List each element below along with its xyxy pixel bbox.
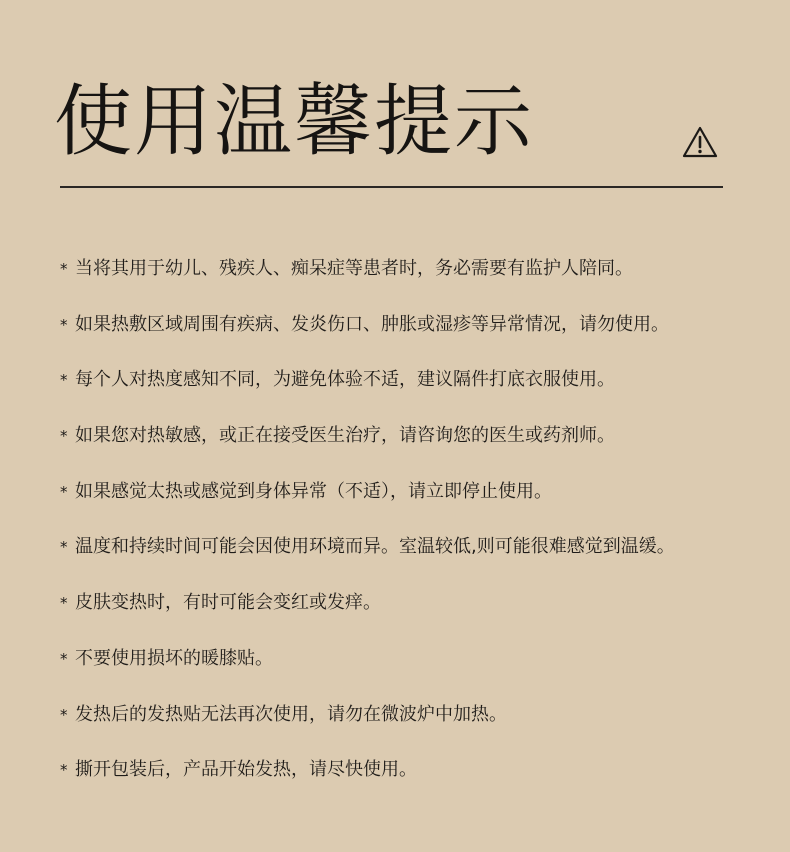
- notice-item: [60, 582, 760, 638]
- notice-item: [60, 304, 760, 360]
- notice-text: 当将其用于幼儿、残疾人、痴呆症等患者时，务必需要有监护人陪同。: [75, 258, 633, 279]
- notice-item: [60, 694, 760, 750]
- notice-text: 发热后的发热贴无法再次使用，请勿在微波炉中加热。: [75, 703, 507, 725]
- notice-text: 如果您对热敏感，或正在接受医生治疗，请咨询您的医生或药剂师。: [75, 425, 615, 447]
- notice-text: 如果感觉太热或感觉到身体异常（不适），请立即停止使用。: [75, 480, 552, 502]
- notice-list: [60, 248, 760, 805]
- bullet-asterisk: *: [60, 594, 68, 613]
- notice-item: [60, 248, 760, 304]
- bullet-asterisk: *: [60, 761, 68, 780]
- bullet-asterisk: *: [60, 260, 68, 278]
- bullet-asterisk: *: [60, 315, 68, 334]
- notice-item: [60, 471, 760, 527]
- notice-text: 不要使用损坏的暖膝贴。: [75, 647, 273, 669]
- notice-item: [60, 526, 760, 582]
- bullet-asterisk: *: [60, 538, 68, 557]
- divider-line: [60, 186, 723, 188]
- notice-text: 皮肤变热时，有时可能会变红或发痒。: [75, 592, 381, 614]
- notice-text: 如果热敷区域周围有疾病、发炎伤口、肿胀或湿疹等异常情况，请勿使用。: [75, 313, 669, 335]
- notice-item: [60, 359, 760, 415]
- bullet-asterisk: *: [60, 705, 68, 724]
- bullet-asterisk: *: [60, 649, 68, 668]
- page-title: 使用温馨提示: [54, 77, 535, 167]
- bullet-asterisk: *: [60, 371, 68, 390]
- notice-item: [60, 749, 760, 805]
- notice-text: 撕开包装后，产品开始发热，请尽快使用。: [75, 759, 417, 781]
- warning-triangle-icon: [682, 126, 718, 158]
- bullet-asterisk: *: [60, 482, 68, 501]
- notice-text: 每个人对热度感知不同，为避免体验不适，建议隔件打底衣服使用。: [75, 369, 615, 391]
- notice-item: [60, 638, 760, 694]
- notice-text: 温度和持续时间可能会因使用环境而异。室温较低,则可能很难感觉到温缓。: [75, 536, 675, 558]
- notice-item: [60, 415, 760, 471]
- bullet-asterisk: *: [60, 427, 68, 446]
